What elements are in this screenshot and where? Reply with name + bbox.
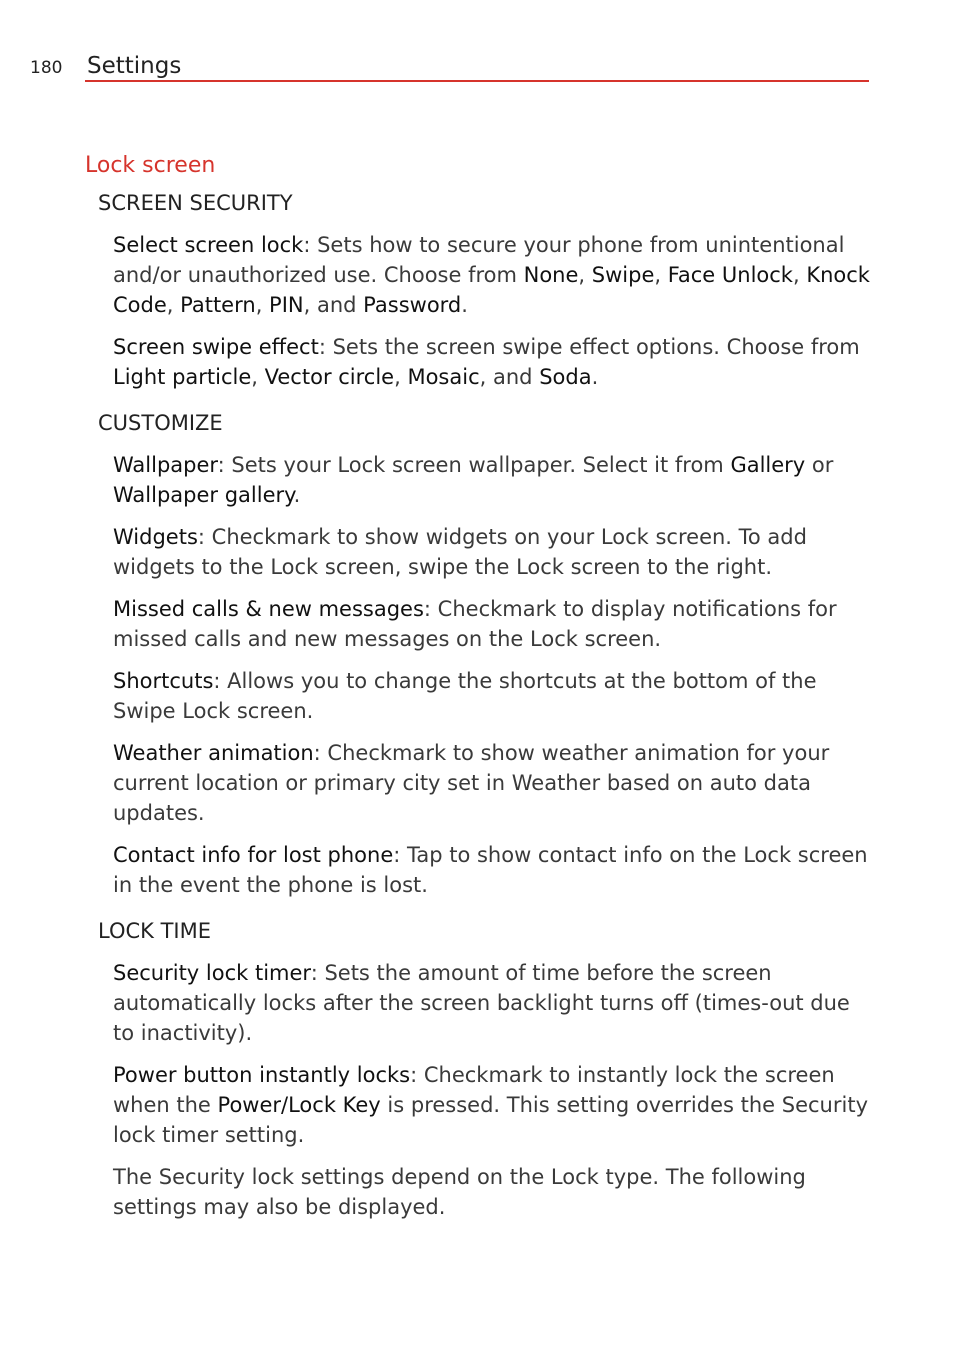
setting-term: Security lock timer <box>113 961 311 985</box>
description-text: or <box>805 453 834 477</box>
setting-term: Contact info for lost phone <box>113 843 394 867</box>
setting-description <box>113 450 873 510</box>
setting-description <box>113 332 873 392</box>
setting-description <box>113 594 873 654</box>
group-label: SCREEN SECURITY <box>98 191 293 215</box>
setting-description <box>113 522 873 582</box>
page-content <box>85 150 875 1234</box>
group-label: LOCK TIME <box>98 919 211 943</box>
setting-description <box>113 738 873 828</box>
settings-groups <box>85 188 875 1222</box>
description-text: : Checkmark to show widgets on your Lock screen. To add widgets to the Lock screen, swipe the Lock screen to the right. <box>113 525 807 579</box>
description-text: , <box>578 263 592 287</box>
description-text: . <box>461 293 468 317</box>
setting-term: Light particle <box>113 365 252 389</box>
setting-term: Shortcuts <box>113 669 214 693</box>
setting-term: Select screen lock <box>113 233 304 257</box>
setting-term: Face Unlock <box>667 263 793 287</box>
setting-description <box>113 1162 873 1222</box>
setting-term: Power button instantly locks <box>113 1063 411 1087</box>
section-title: Settings <box>87 53 182 79</box>
header-divider <box>85 80 869 82</box>
description-text: , <box>792 263 807 287</box>
description-text: , <box>654 263 668 287</box>
description-text: : Sets your Lock screen wallpaper. Select it from <box>217 453 731 477</box>
setting-term: Widgets <box>113 525 198 549</box>
description-text: : Allows you to change the shortcuts at the bottom of the Swipe Lock screen. <box>113 669 817 723</box>
description-text: . <box>591 365 599 389</box>
setting-term: Gallery <box>730 453 806 477</box>
setting-term: PIN <box>269 293 304 317</box>
description-text: , and <box>303 293 364 317</box>
description-text: , <box>394 365 408 389</box>
description-text: : Tap to show contact info on the Lock screen in the event the phone is lost. <box>113 843 868 897</box>
description-text: : Checkmark to instantly lock the screen when the <box>113 1063 835 1117</box>
setting-term: Missed calls & new messages <box>113 597 424 621</box>
setting-description <box>113 230 873 320</box>
group-label: CUSTOMIZE <box>98 411 223 435</box>
setting-term: Password <box>363 293 462 317</box>
description-text: , <box>255 293 270 317</box>
setting-term: Wallpaper <box>113 453 218 477</box>
setting-term: Screen swipe effect <box>113 335 319 359</box>
description-text: : Sets the screen swipe effect options. Choose from <box>318 335 860 359</box>
setting-term: Wallpaper gallery <box>113 483 294 507</box>
description-text: , and <box>479 365 540 389</box>
description-text: : Sets the amount of time before the screen automatically locks after the screen backlight turns off (times-out due to inactivity). <box>113 961 850 1045</box>
page-number: 180 <box>30 58 63 78</box>
setting-term: Weather animation <box>113 741 314 765</box>
setting-term: Power/Lock Key <box>217 1093 381 1117</box>
description-text: , <box>166 293 181 317</box>
description-text: : Checkmark to display notifications for missed calls and new messages on the Lock screen. <box>113 597 837 651</box>
setting-term: Vector circle <box>264 365 395 389</box>
setting-term: None <box>523 263 579 287</box>
setting-description <box>113 840 873 900</box>
description-text: : Sets how to secure your phone from unintentional and/or unauthorized use. Choose from <box>113 233 845 287</box>
description-text: , <box>251 365 265 389</box>
lock-screen-heading: Lock screen <box>85 153 216 178</box>
setting-term: Swipe <box>591 263 655 287</box>
description-text: is pressed. This setting overrides the Security lock timer setting. <box>113 1093 868 1147</box>
setting-term: Mosaic <box>407 365 480 389</box>
setting-description <box>113 1060 873 1150</box>
description-text: . <box>293 483 301 507</box>
setting-description <box>113 666 873 726</box>
setting-description <box>113 958 873 1048</box>
setting-term: Knock Code <box>113 263 870 317</box>
setting-term: Soda <box>539 365 592 389</box>
setting-term: Pattern <box>180 293 256 317</box>
description-text: : Checkmark to show weather animation for your current location or primary city set in Weather based on auto data updates. <box>113 741 830 825</box>
description-text: The Security lock settings depend on the Lock type. The following settings may also be displayed. <box>113 1165 806 1219</box>
